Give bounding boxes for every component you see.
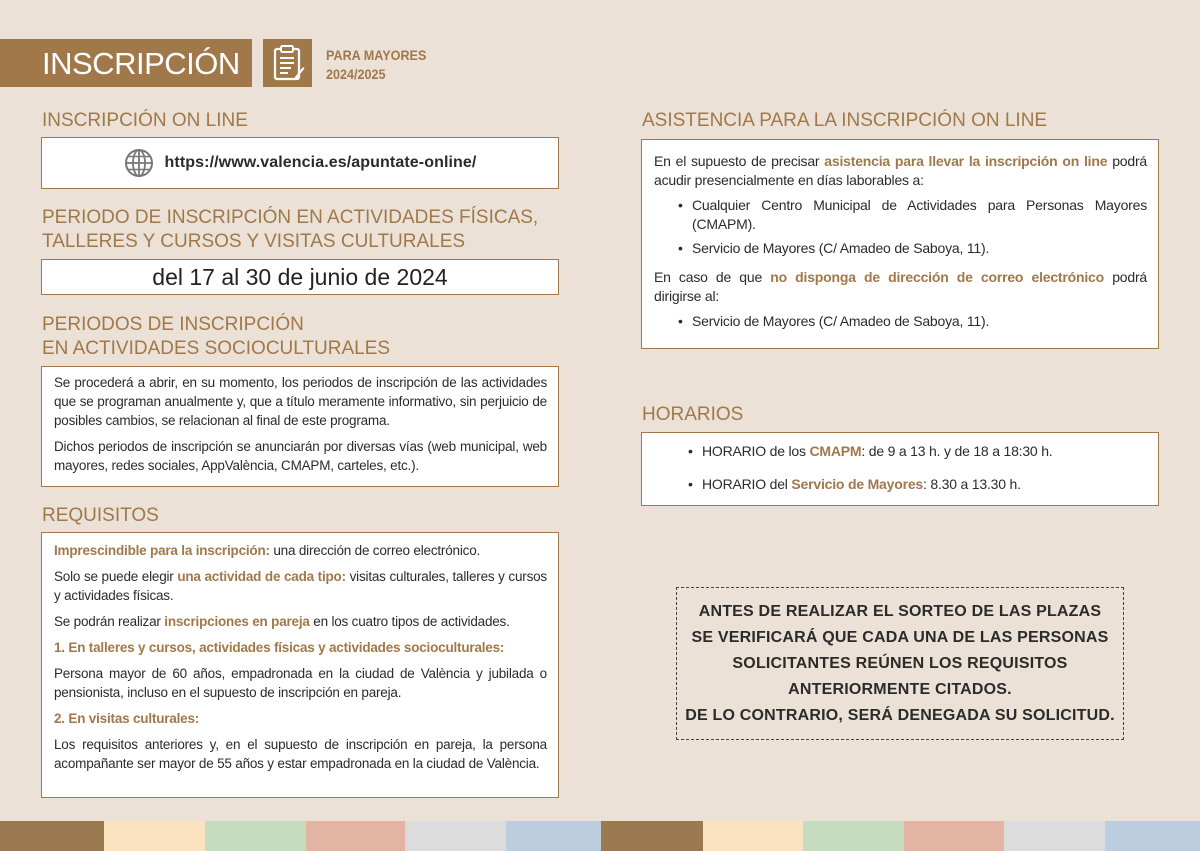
requisito-pareja-pre: Se podrán realizar: [54, 614, 165, 629]
period-heading-line1: PERIODO DE INSCRIPCIÓN EN ACTIVIDADES FÍSICAS,: [42, 207, 539, 228]
footer-stripe: [601, 821, 703, 851]
requisito-one-activity: [54, 567, 547, 605]
header-subtitle-line1: PARA MAYORES: [326, 47, 427, 63]
clipboard-list-icon: [263, 39, 312, 87]
footer-stripe: [104, 821, 205, 851]
footer-stripe: [1004, 821, 1105, 851]
socio-heading-line1: PERIODOS DE INSCRIPCIÓN: [42, 314, 304, 335]
requisito-sub2-text: Los requisitos anteriores y, en el supuesto de inscripción en pareja, la persona acompañante ser mayor de 55 años y estar empadronada en la ciudad de València.: [54, 737, 547, 771]
socio-box: [41, 366, 559, 487]
asistencia-p1-text: podrá acudir presencialmente en días laborables a:: [654, 153, 1147, 188]
horarios-heading: HORARIOS: [642, 404, 744, 425]
socio-paragraph-2: Dichos periodos de inscripción se anunciarán por diversas vías (web municipal, web mayores, redes sociales, AppValència, CMAPM, carteles, etc.).: [54, 439, 547, 473]
page-title: INSCRIPCIÓN: [0, 39, 252, 87]
horario-servicio-text: : 8.30 a 13.30 h.: [923, 476, 1021, 492]
horario-servicio-highlight: Servicio de Mayores: [791, 476, 924, 492]
requisito-pareja-text: en los cuatro tipos de actividades.: [309, 614, 510, 629]
requisito-one-activity-text: visitas culturales, talleres y cursos y actividades físicas.: [54, 569, 547, 603]
notice-line-2: SE VERIFICARÁ QUE CADA UNA DE LAS PERSONAS: [691, 629, 1109, 646]
asistencia-box: [641, 139, 1159, 349]
footer-stripe: [904, 821, 1004, 851]
requisito-email-text: una dirección de correo electrónico.: [269, 543, 481, 558]
footer-stripe: [205, 821, 306, 851]
asistencia-p2-pre: En caso de que: [654, 269, 771, 285]
footer-stripe: [405, 821, 506, 851]
footer-stripe: [306, 821, 405, 851]
requisito-email-highlight: Imprescindible para la inscripción:: [54, 543, 270, 558]
horario-cmapm: [688, 442, 1147, 461]
socio-heading: [42, 313, 390, 361]
asistencia-heading: ASISTENCIA PARA LA INSCRIPCIÓN ON LINE: [642, 110, 1048, 131]
period-dates: del 17 al 30 de junio de 2024: [41, 259, 559, 295]
requisito-one-activity-pre: Solo se puede elegir: [54, 569, 178, 584]
notice-line-4: ANTERIORMENTE CITADOS.: [788, 681, 1012, 698]
requisito-subheading-2: 2. En visitas culturales:: [54, 711, 200, 726]
header-subtitle-line2: 2024/2025: [326, 66, 386, 82]
notice-line-5: DE LO CONTRARIO, SERÁ DENEGADA SU SOLICITUD.: [685, 707, 1115, 724]
online-heading: INSCRIPCIÓN ON LINE: [42, 110, 248, 131]
requisito-subheading-1: 1. En talleres y cursos, actividades físicas y actividades socioculturales:: [54, 640, 505, 655]
asistencia-p2-text: podrá dirigirse al:: [654, 269, 1147, 304]
notice-line-1: ANTES DE REALIZAR EL SORTEO DE LAS PLAZAS: [698, 603, 1102, 620]
globe-icon: [124, 148, 154, 178]
footer-stripe: [803, 821, 904, 851]
socio-paragraph-1: Se procederá a abrir, en su momento, los periodos de inscripción de las actividades que se programan anualmente y, que a título meramente informativo, sin perjuicio de posibles cambios, se relacionan al final de este programa.: [54, 375, 547, 428]
asistencia-bullet-1: • Cualquier Centro Municipal de Actividades para Personas Mayores (CMAPM).: [678, 196, 1147, 234]
notice-line-3: SOLICITANTES REÚNEN LOS REQUISITOS: [732, 655, 1068, 672]
requisitos-box: [41, 532, 559, 798]
period-heading-line2: TALLERES Y CURSOS Y VISITAS CULTURALES: [42, 231, 466, 252]
asistencia-p1-highlight: asistencia para llevar la inscripción on line: [824, 153, 1108, 169]
asistencia-bullet-3: • Servicio de Mayores (C/ Amadeo de Saboya, 11).: [678, 312, 1147, 331]
requisito-sub1-text: Persona mayor de 60 años, empadronada en la ciudad de València y jubilada o pensionista, incluso en el supuesto de inscripción en pareja.: [54, 666, 547, 700]
requisito-email: [54, 541, 547, 560]
online-url-box: [41, 137, 559, 189]
horario-cmapm-highlight: CMAPM: [809, 443, 862, 459]
asistencia-bullet-2: • Servicio de Mayores (C/ Amadeo de Saboya, 11).: [678, 239, 1147, 258]
asistencia-p2-highlight: no disponga de dirección de correo electrónico: [770, 269, 1104, 285]
period-heading: [42, 206, 538, 254]
requisito-pareja: [54, 612, 547, 631]
footer-stripe: [506, 821, 601, 851]
horario-servicio-pre: HORARIO del: [702, 476, 792, 492]
requisito-one-activity-highlight: una actividad de cada tipo:: [177, 569, 346, 584]
asistencia-paragraph-1: [654, 152, 1147, 190]
horario-servicio: [688, 475, 1147, 494]
asistencia-p1-pre: En el supuesto de precisar: [654, 153, 825, 169]
footer-stripe: [0, 821, 104, 851]
verification-notice: [676, 587, 1124, 740]
footer-stripe: [1105, 821, 1200, 851]
footer-stripe: [703, 821, 803, 851]
requisito-pareja-highlight: inscripciones en pareja: [164, 614, 310, 629]
horario-cmapm-text: : de 9 a 13 h. y de 18 a 18:30 h.: [861, 443, 1053, 459]
socio-heading-line2: EN ACTIVIDADES SOCIOCULTURALES: [42, 338, 391, 359]
horarios-box: [641, 432, 1159, 506]
asistencia-paragraph-2: [654, 268, 1147, 306]
header-subtitle: [326, 46, 426, 84]
horario-cmapm-pre: HORARIO de los: [702, 443, 810, 459]
requisitos-heading: REQUISITOS: [42, 505, 159, 526]
online-url-link[interactable]: https://www.valencia.es/apuntate-online/: [164, 154, 477, 171]
